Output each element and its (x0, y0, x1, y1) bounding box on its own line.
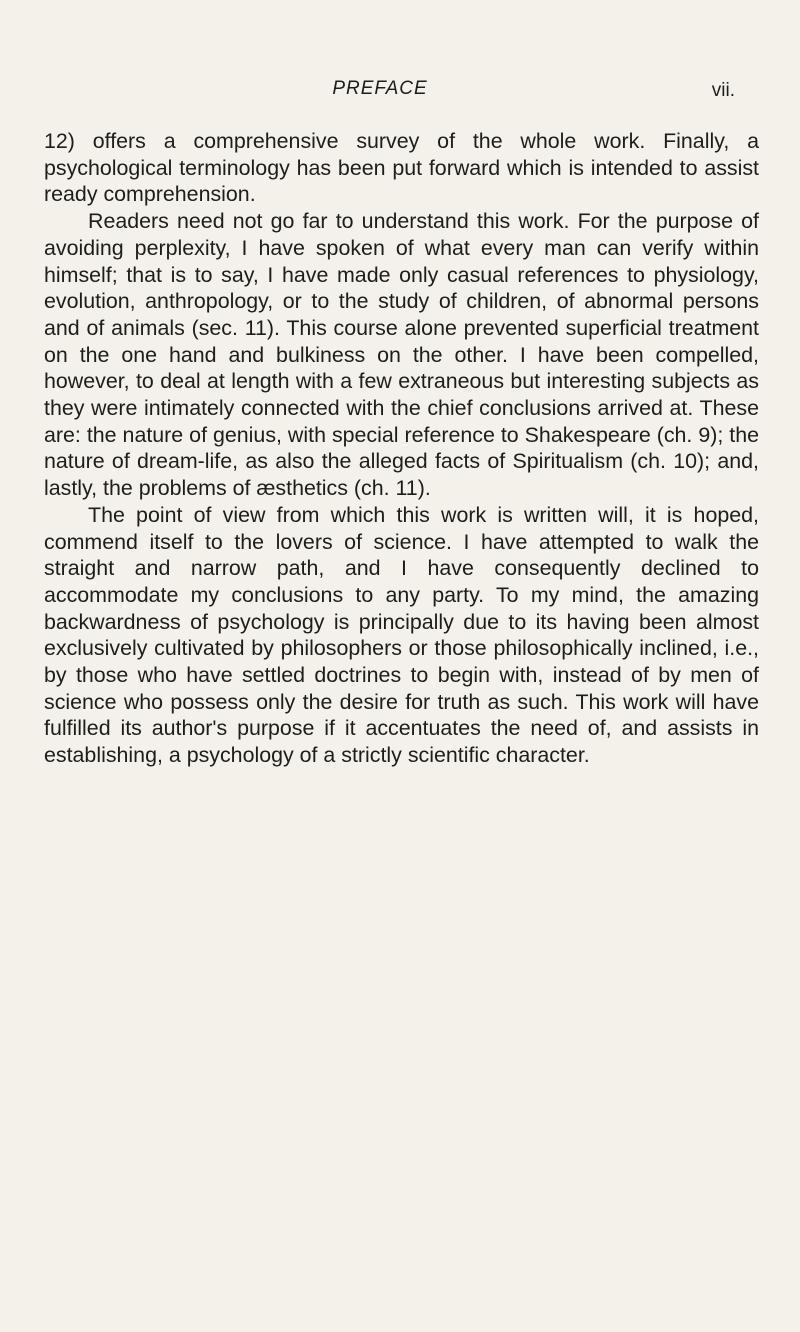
running-title: PREFACE (332, 78, 428, 99)
running-header (0, 78, 800, 108)
page-number: vii. (711, 80, 735, 101)
paragraph: The point of view from which this work is written will, it is hoped, commend itself to the lovers of science. I have attempted to walk the straight and narrow path, and I have consequently declined to accommodate my conclusions to any party. To my mind, the amazing backwardness of psychology is principally due to its having been almost exclusively cultivated by philosophers or those philosophically inclined, i.e., by those who have settled doctrines to begin with, instead of by men of science who possess only the desire for truth as such. This work will have fulfilled its author's purpose if it accentuates the need of, and assists in establishing, a psychology of a strictly scientific character. (44, 502, 759, 768)
paragraph: Readers need not go far to understand this work. For the purpose of avoiding perplexity, I have spoken of what every man can verify within himself; that is to say, I have made only casual references to physiology, evolution, anthropology, or to the study of children, of abnormal persons and of animals (sec. 11). This course alone prevented superficial treatment on the one hand and bulkiness on the other. I have been compelled, however, to deal at length with a few extraneous but interesting subjects as they were intimately connected with the chief conclusions arrived at. These are: the nature of genius, with special reference to Shakespeare (ch. 9); the nature of dream-life, as also the alleged facts of Spiritualism (ch. 10); and, lastly, the problems of æsthetics (ch. 11). (44, 209, 759, 501)
body-text (44, 128, 759, 769)
paragraph-continued: 12) offers a comprehensive survey of the whole work. Finally, a psychological terminology has been put forward which is intended to assist ready comprehension. (44, 129, 759, 207)
